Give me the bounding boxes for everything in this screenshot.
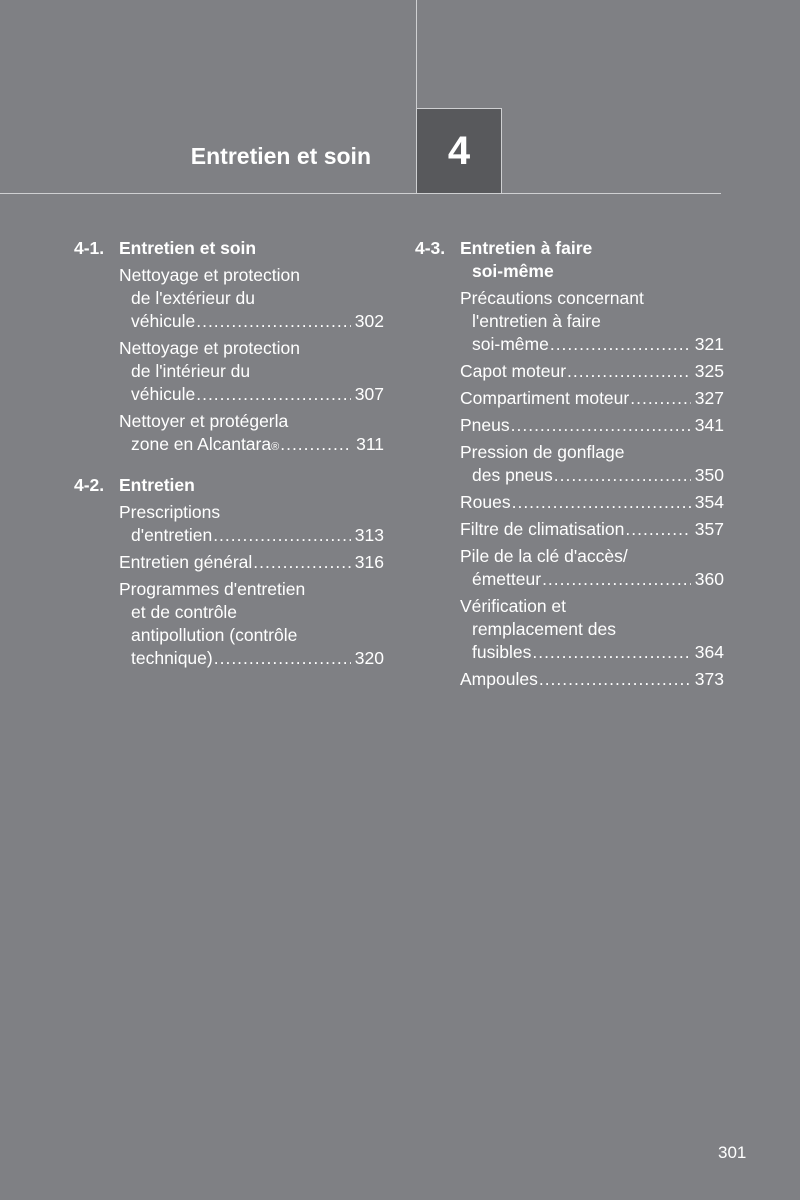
- section-title: [119, 474, 195, 497]
- entry-page-number: 357: [694, 519, 724, 539]
- toc-entry-line: Vérification et: [460, 596, 567, 616]
- entry-text: Entretien général: [119, 552, 253, 572]
- entry-page-number: 360: [694, 569, 724, 589]
- toc-entry-last-line: [460, 568, 724, 591]
- dot-leader: [554, 464, 691, 487]
- page-number: 301: [718, 1143, 747, 1162]
- entry-text: des pneus: [472, 465, 553, 485]
- dot-leader: [630, 387, 691, 410]
- toc-entry-last-line: [119, 551, 384, 574]
- entry-text: technique): [131, 648, 213, 668]
- dot-leader: [511, 414, 691, 437]
- toc-entry-last-line: [460, 491, 724, 514]
- entry-text: véhicule: [131, 311, 196, 331]
- dot-leader: [542, 568, 691, 591]
- toc-entry[interactable]: [415, 491, 724, 514]
- toc-entry-line: Prescriptions: [119, 502, 221, 522]
- entry-page-number: 316: [354, 552, 384, 572]
- toc-entry[interactable]: [415, 545, 724, 591]
- toc-entry-last-line: [119, 647, 384, 670]
- dot-leader: [253, 551, 351, 574]
- entry-page-number: 311: [356, 434, 384, 454]
- toc-entry-last-line: [119, 310, 384, 333]
- toc-entry[interactable]: [415, 287, 724, 356]
- entry-text: zone en Alcantara: [131, 434, 272, 454]
- toc-entry[interactable]: [74, 551, 384, 574]
- toc-entry-last-line: [460, 668, 724, 691]
- dot-leader: [214, 647, 351, 670]
- toc-entry[interactable]: [415, 595, 724, 664]
- entry-page-number: 373: [694, 669, 724, 689]
- entry-text: Roues: [460, 492, 511, 512]
- entry-text: émetteur: [472, 569, 542, 589]
- toc-entry-last-line: [460, 414, 724, 437]
- entry-text: soi-même: [472, 334, 549, 354]
- toc-entry-last-line: [460, 518, 724, 541]
- toc-section: [415, 237, 724, 691]
- entry-page-number: 327: [694, 388, 724, 408]
- dot-leader: [280, 433, 352, 456]
- dot-leader: [512, 491, 691, 514]
- toc-entry-line: et de contrôle: [131, 602, 238, 622]
- toc-entry-last-line: [119, 383, 384, 406]
- toc-entry-line: Pression de gonflage: [460, 442, 625, 462]
- toc-entry-line: l'entretien à faire: [472, 311, 601, 331]
- toc-entry-line: Nettoyer et protégerla: [119, 411, 289, 431]
- entry-page-number: 307: [354, 384, 384, 404]
- header-vertical-rule: [416, 0, 417, 108]
- toc-column-left: [74, 237, 384, 688]
- toc-entry-last-line: [460, 464, 724, 487]
- entry-page-number: 341: [694, 415, 724, 435]
- section-title-line: Entretien et soin: [119, 238, 257, 258]
- toc-entry[interactable]: [415, 668, 724, 691]
- toc-entry-last-line: [460, 333, 724, 356]
- toc-entry-line: de l'extérieur du: [131, 288, 255, 308]
- toc-entry[interactable]: [415, 360, 724, 383]
- entry-page-number: 350: [694, 465, 724, 485]
- toc-entry[interactable]: [415, 414, 724, 437]
- entry-page-number: 354: [694, 492, 724, 512]
- dot-leader: [550, 333, 691, 356]
- toc-entry[interactable]: [74, 264, 384, 333]
- entry-page-number: 302: [354, 311, 384, 331]
- section-number: 4-3.: [415, 238, 446, 258]
- entry-page-number: 325: [694, 361, 724, 381]
- entry-page-number: 321: [694, 334, 724, 354]
- header-horizontal-rule: [0, 193, 721, 194]
- toc-entry-line: Pile de la clé d'accès/: [460, 546, 628, 566]
- toc-entry-last-line: [119, 524, 384, 547]
- toc-entry[interactable]: [415, 387, 724, 410]
- section-heading: [74, 237, 384, 260]
- toc-entry-line: Précautions concernant: [460, 288, 644, 308]
- toc-entry[interactable]: [74, 578, 384, 670]
- section-heading: [415, 237, 724, 283]
- entry-text: Filtre de climatisation: [460, 519, 625, 539]
- dot-leader: [539, 668, 691, 691]
- entry-text: fusibles: [472, 642, 532, 662]
- dot-leader: [196, 310, 351, 333]
- toc-entry[interactable]: [415, 441, 724, 487]
- entry-page-number: 313: [354, 525, 384, 545]
- entry-text: d'entretien: [131, 525, 213, 545]
- toc-entry-line: antipollution (contrôle: [131, 625, 298, 645]
- chapter-number-tab: 4: [416, 108, 502, 193]
- toc-entry[interactable]: [74, 337, 384, 406]
- toc-entry-last-line: [460, 641, 724, 664]
- toc-entry[interactable]: [74, 501, 384, 547]
- entry-page-number: 364: [694, 642, 724, 662]
- entry-text: véhicule: [131, 384, 196, 404]
- entry-text: Capot moteur: [460, 361, 567, 381]
- section-title-line: soi-même: [472, 261, 554, 281]
- toc-entry-last-line: [460, 360, 724, 383]
- toc-entry-line: Programmes d'entretien: [119, 579, 306, 599]
- section-title-line: Entretien: [119, 475, 195, 495]
- entry-text: Ampoules: [460, 669, 538, 689]
- entry-page-number: 320: [354, 648, 384, 668]
- dot-leader: [196, 383, 351, 406]
- toc-entry-last-line: zone en Alcantara ® ..... 311: [119, 433, 384, 456]
- dot-leader: [532, 641, 690, 664]
- toc-entry-line: de l'intérieur du: [131, 361, 251, 381]
- section-title: [460, 237, 592, 283]
- toc-section: [74, 237, 384, 456]
- dot-leader: [213, 524, 351, 547]
- section-title-line: Entretien à faire: [460, 238, 593, 258]
- chapter-title: Entretien et soin: [190, 143, 371, 169]
- toc-section: [74, 474, 384, 670]
- section-number: 4-2.: [74, 475, 105, 495]
- dot-leader: [567, 360, 691, 383]
- entry-text: Pneus: [460, 415, 510, 435]
- toc-entry-line: Nettoyage et protection: [119, 338, 300, 358]
- toc-column-right: [415, 237, 724, 709]
- section-title: [119, 237, 256, 260]
- toc-entry-line: Nettoyage et protection: [119, 265, 300, 285]
- toc-entry-last-line: [460, 387, 724, 410]
- toc-entry-line: remplacement des: [472, 619, 616, 639]
- section-number: 4-1.: [74, 238, 105, 258]
- dot-leader: [625, 518, 690, 541]
- entry-text: Compartiment moteur: [460, 388, 630, 408]
- toc-entry[interactable]: [74, 410, 384, 456]
- section-heading: [74, 474, 384, 497]
- toc-entry[interactable]: [415, 518, 724, 541]
